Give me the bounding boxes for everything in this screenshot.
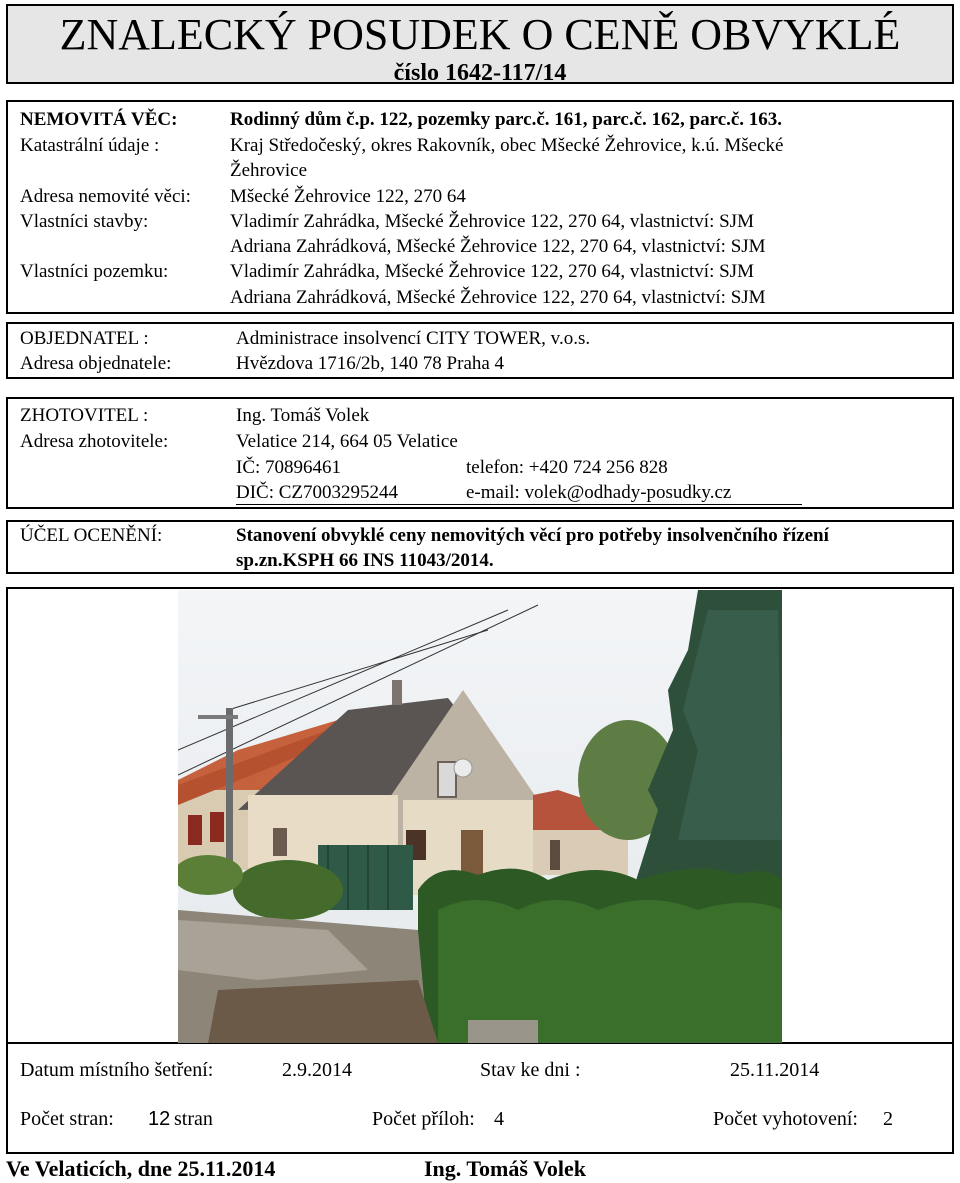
title-box — [6, 4, 954, 84]
land-owner-2: Adriana Zahrádková, Mšecké Žehrovice 122, 270 64, vlastnictví: SJM — [230, 287, 766, 308]
client-address-label: Adresa objednatele: — [20, 353, 172, 374]
place-and-date: Ve Velaticích, dne 25.11.2014 — [6, 1156, 276, 1181]
contractor-underline — [236, 504, 802, 505]
purpose-line-2: sp.zn.KSPH 66 INS 11043/2014. — [236, 550, 494, 571]
building-owner-1: Vladimír Zahrádka, Mšecké Žehrovice 122, 270 64, vlastnictví: SJM — [230, 211, 754, 232]
contractor-address-label: Adresa zhotovitele: — [20, 431, 169, 452]
purpose-line-1: Stanovení obvyklé ceny nemovitých věcí pro potřeby insolvenčního řízení — [236, 525, 829, 546]
property-label: NEMOVITÁ VĚC: — [20, 109, 178, 130]
contractor-label: ZHOTOVITEL : — [20, 405, 149, 426]
land-owner-1: Vladimír Zahrádka, Mšecké Žehrovice 122, 270 64, vlastnictví: SJM — [230, 261, 754, 282]
state-label: Stav ke dni : — [480, 1059, 581, 1081]
copies-label: Počet vyhotovení: — [713, 1108, 858, 1130]
copies-value: 2 — [883, 1108, 893, 1130]
cadastre-line-1: Kraj Středočeský, okres Rakovník, obec Mšecké Žehrovice, k.ú. Mšecké — [230, 135, 784, 156]
building-owner-2: Adriana Zahrádková, Mšecké Žehrovice 122, 270 64, vlastnictví: SJM — [230, 236, 766, 257]
contractor-ic: IČ: 70896461 — [236, 457, 342, 478]
signature-name: Ing. Tomáš Volek — [424, 1156, 587, 1181]
contractor-email: e-mail: volek@odhady-posudky.cz — [466, 482, 732, 503]
attachments-value: 4 — [494, 1108, 504, 1130]
pages-number: 12 — [148, 1108, 171, 1130]
contractor-address: Velatice 214, 664 05 Velatice — [236, 431, 458, 452]
address-value: Mšecké Žehrovice 122, 270 64 — [230, 186, 466, 207]
attachments-label: Počet příloh: — [372, 1108, 475, 1130]
contractor-dic: DIČ: CZ7003295244 — [236, 482, 399, 503]
client-label: OBJEDNATEL : — [20, 328, 149, 349]
property-value: Rodinný dům č.p. 122, pozemky parc.č. 161, parc.č. 162, parc.č. 163. — [230, 109, 783, 130]
inspection-label: Datum místního šetření: — [20, 1059, 214, 1081]
pages-unit: stran — [174, 1108, 213, 1130]
pages-label: Počet stran: — [20, 1108, 114, 1130]
inspection-date: 2.9.2014 — [282, 1059, 352, 1081]
document-number: číslo 1642-117/14 — [393, 60, 567, 86]
client-name: Administrace insolvencí CITY TOWER, v.o.s. — [236, 328, 591, 349]
house-photo — [178, 590, 782, 1043]
contractor-phone: telefon: +420 724 256 828 — [466, 457, 668, 478]
cadastre-label: Katastrální údaje : — [20, 135, 160, 156]
cadastre-line-2: Žehrovice — [230, 160, 308, 181]
state-date: 25.11.2014 — [730, 1059, 820, 1081]
address-label: Adresa nemovité věci: — [20, 186, 191, 207]
purpose-label: ÚČEL OCENĚNÍ: — [20, 525, 163, 546]
client-address: Hvězdova 1716/2b, 140 78 Praha 4 — [236, 353, 505, 374]
contractor-name: Ing. Tomáš Volek — [236, 405, 370, 426]
land-owners-label: Vlastníci pozemku: — [20, 261, 169, 282]
building-owners-label: Vlastníci stavby: — [20, 211, 149, 232]
document-title: ZNALECKÝ POSUDEK O CENĚ OBVYKLÉ — [59, 10, 901, 59]
